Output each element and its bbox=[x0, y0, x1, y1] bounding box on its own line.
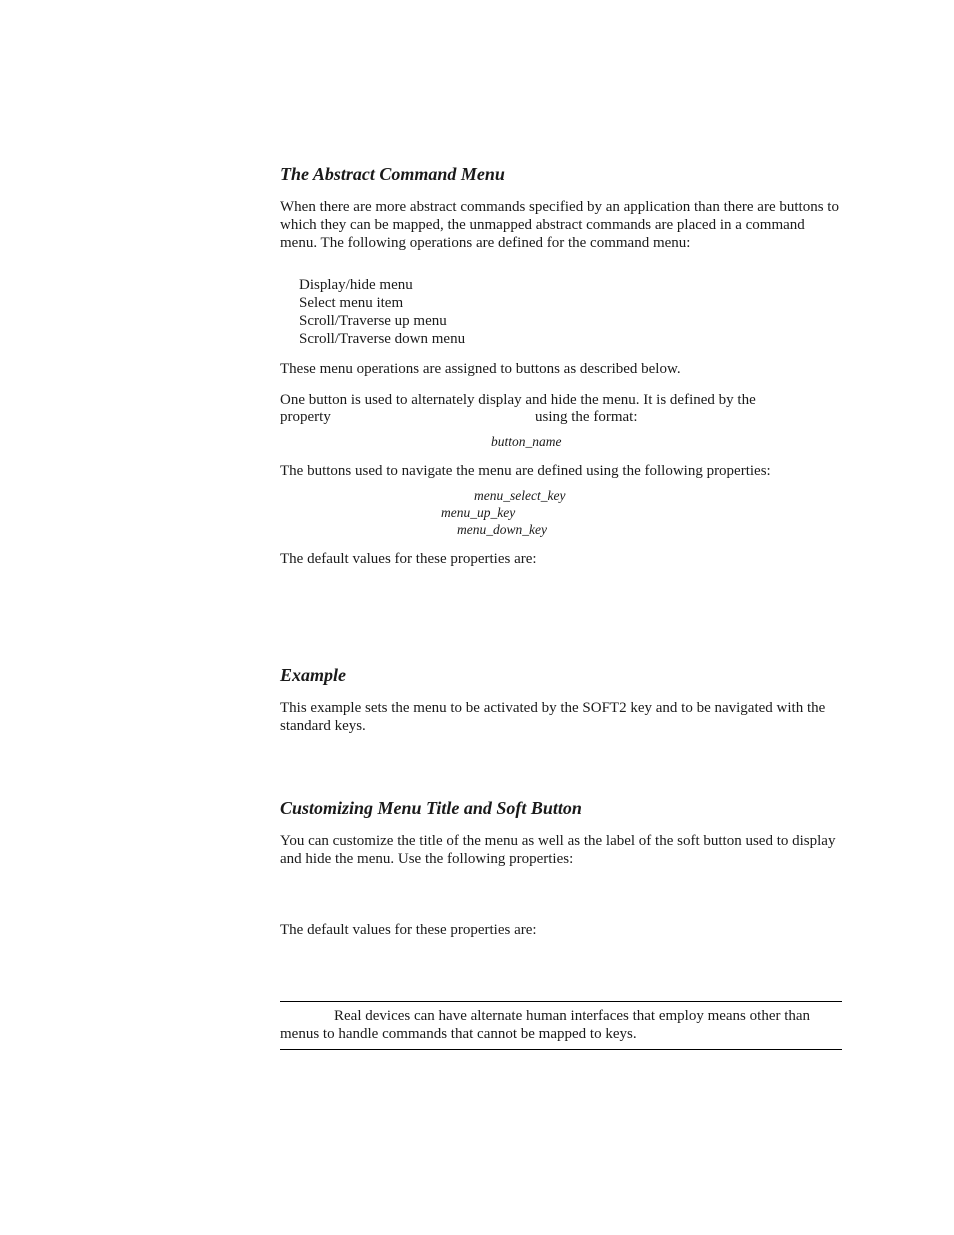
nav-prop-select: menu_select_key bbox=[474, 488, 566, 503]
toggle-paragraph-line1: One button is used to alternately display and hide the menu. It is defined by the bbox=[280, 392, 756, 408]
list-item: Select menu item bbox=[299, 295, 404, 311]
toggle-paragraph-property-word: property bbox=[280, 409, 331, 425]
example-paragraph: This example sets the menu to be activated by the SOFT2 key and to be navigated with the standard keys. bbox=[280, 700, 826, 734]
customize-paragraph: You can customize the title of the menu as well as the label of the soft button used to display and hide the menu. Use the following properties: bbox=[280, 833, 836, 867]
list-item: Scroll/Traverse down menu bbox=[299, 331, 466, 347]
note-paragraph: Real devices can have alternate human interfaces that employ means other than menus to handle commands that cannot be mapped to keys. bbox=[280, 1008, 811, 1042]
note-top-rule bbox=[280, 1001, 842, 1002]
toggle-paragraph-format-text: using the format: bbox=[535, 409, 638, 425]
format-value: button_name bbox=[491, 434, 562, 449]
section-heading-example: Example bbox=[280, 665, 346, 685]
section-heading-abstract-command-menu: The Abstract Command Menu bbox=[280, 164, 505, 184]
navigate-paragraph: The buttons used to navigate the menu are defined using the following properties: bbox=[280, 463, 771, 479]
section-heading-customizing: Customizing Menu Title and Soft Button bbox=[280, 798, 582, 818]
intro-paragraph: When there are more abstract commands specified by an application than there are buttons to which they can be mapped, the unmapped abstract commands are placed in a command menu. The following operations are defined for the command menu: bbox=[280, 199, 839, 251]
operations-list bbox=[299, 276, 465, 348]
defaults-paragraph: The default values for these properties are: bbox=[280, 551, 537, 567]
assigned-paragraph: These menu operations are assigned to buttons as described below. bbox=[280, 361, 681, 377]
list-item: Scroll/Traverse up menu bbox=[299, 313, 447, 329]
nav-prop-down: menu_down_key bbox=[457, 522, 547, 537]
nav-prop-up: menu_up_key bbox=[441, 505, 516, 520]
customize-defaults-paragraph: The default values for these properties are: bbox=[280, 922, 537, 938]
note-bottom-rule bbox=[280, 1049, 842, 1050]
list-item: Display/hide menu bbox=[299, 277, 413, 293]
